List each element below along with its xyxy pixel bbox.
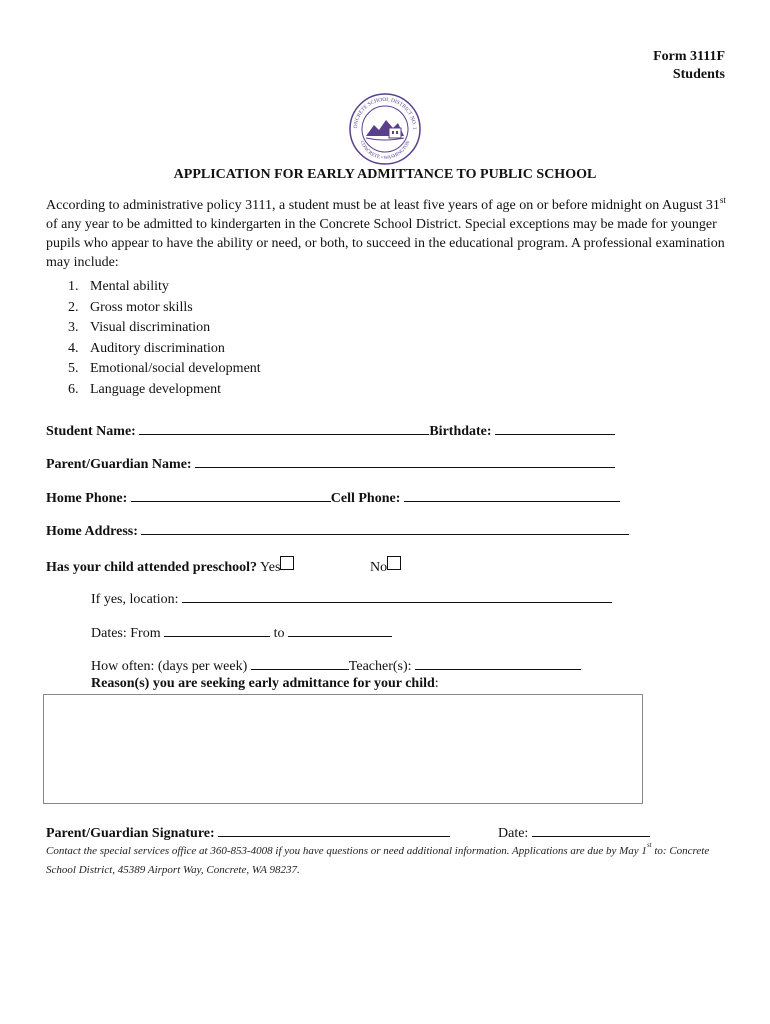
dates-row: [91, 624, 392, 642]
date-label: Date:: [498, 826, 529, 841]
parent-name-field[interactable]: [195, 455, 615, 468]
intro-text-1: According to administrative policy 3111, a student must be at least five years of age on or before midnight on August 31: [46, 198, 720, 213]
footer-text-1: Contact the special services office at 360-853-4008 if you have questions or need additional information. Applications are due by May 1: [46, 845, 647, 857]
dates-from-field[interactable]: [164, 624, 270, 637]
home-phone-label: Home Phone:: [46, 491, 128, 506]
list-item: [46, 298, 261, 319]
preschool-row: [46, 556, 294, 576]
home-address-label: Home Address:: [46, 524, 138, 539]
student-row: [46, 422, 615, 440]
reason-colon: :: [434, 676, 439, 691]
dates-from-label: Dates: From: [91, 626, 161, 641]
dates-to-label: to: [273, 626, 285, 641]
signature-row: [46, 824, 450, 842]
birthdate-field[interactable]: [495, 422, 615, 435]
list-number: 4.: [68, 340, 79, 356]
home-address-field[interactable]: [141, 522, 629, 535]
reason-textarea[interactable]: [43, 694, 643, 804]
signature-label: Parent/Guardian Signature:: [46, 826, 215, 841]
list-number: 1.: [68, 279, 79, 294]
birthdate-label: Birthdate:: [429, 424, 492, 439]
location-row: [91, 590, 612, 608]
preschool-question: Has your child attended preschool?: [46, 560, 258, 575]
reason-label: Reason(s) you are seeking early admittance for your child: [91, 676, 435, 691]
list-number: 2.: [68, 299, 79, 315]
teachers-label: Teacher(s):: [348, 659, 412, 674]
frequency-row: [91, 657, 581, 675]
list-text: Language development: [90, 381, 222, 397]
district-seal-logo: [348, 92, 422, 166]
intro-paragraph: [46, 196, 736, 272]
location-label: If yes, location:: [91, 592, 179, 607]
date-row: [498, 824, 650, 842]
parent-name-label: Parent/Guardian Name:: [46, 457, 192, 472]
student-name-field[interactable]: [139, 422, 429, 435]
footer-sup: st: [646, 841, 652, 849]
page-title: APPLICATION FOR EARLY ADMITTANCE TO PUBLIC SCHOOL: [173, 167, 597, 182]
list-number: 6.: [68, 381, 79, 397]
cell-phone-label: Cell Phone:: [330, 491, 401, 506]
form-header: [653, 48, 725, 84]
list-item: [46, 318, 261, 339]
how-often-field[interactable]: [251, 657, 349, 670]
seal-top-text: ONCRETE SCHOOL DISTRICT NO. 1: [352, 96, 418, 130]
address-row: [46, 522, 629, 540]
form-section: Students: [672, 67, 725, 82]
exam-list: [46, 277, 261, 400]
no-label: No: [370, 560, 388, 575]
dates-to-field[interactable]: [288, 624, 392, 637]
list-text: Mental ability: [90, 279, 169, 294]
teachers-field[interactable]: [415, 657, 581, 670]
no-checkbox[interactable]: [387, 556, 401, 570]
no-option: [370, 556, 401, 576]
list-item: [46, 277, 261, 298]
student-name-label: Student Name:: [46, 424, 136, 439]
signature-field[interactable]: [218, 824, 450, 837]
form-number: Form 3111F: [653, 49, 725, 64]
list-number: 3.: [68, 320, 79, 335]
date-field[interactable]: [532, 824, 650, 837]
footer-note: [46, 842, 736, 880]
reason-row: [91, 676, 439, 692]
home-phone-field[interactable]: [131, 489, 331, 502]
list-text: Emotional/social development: [90, 361, 261, 376]
list-text: Visual discrimination: [90, 320, 211, 335]
footer-text-2: to: Concrete School District, 45389 Airport Way, Concrete, WA 98237.: [46, 845, 710, 876]
how-often-label: How often: (days per week): [91, 659, 248, 674]
seal-bottom-text: CONCRETE • WASHINGTON: [358, 140, 412, 162]
list-item: [46, 380, 261, 401]
cell-phone-field[interactable]: [404, 489, 620, 502]
yes-checkbox[interactable]: [280, 556, 294, 570]
intro-text-2: of any year to be admitted to kindergarten in the Concrete School District. Special exceptions may be made for younger pupils who appear to have the ability or need, or both, to succeed in the educational program. A professional examination may include:: [46, 217, 725, 270]
yes-label: Yes: [260, 560, 281, 575]
phone-row: [46, 489, 620, 507]
intro-sup: st: [719, 195, 726, 205]
list-text: Gross motor skills: [90, 299, 193, 315]
list-text: Auditory discrimination: [90, 340, 225, 356]
location-field[interactable]: [182, 590, 612, 603]
parent-row: [46, 455, 615, 473]
list-item: [46, 339, 261, 360]
list-item: [46, 359, 261, 380]
list-number: 5.: [68, 361, 79, 376]
svg-text:CONCRETE SCHOOL DISTRICT NO. 1: [348, 92, 417, 130]
